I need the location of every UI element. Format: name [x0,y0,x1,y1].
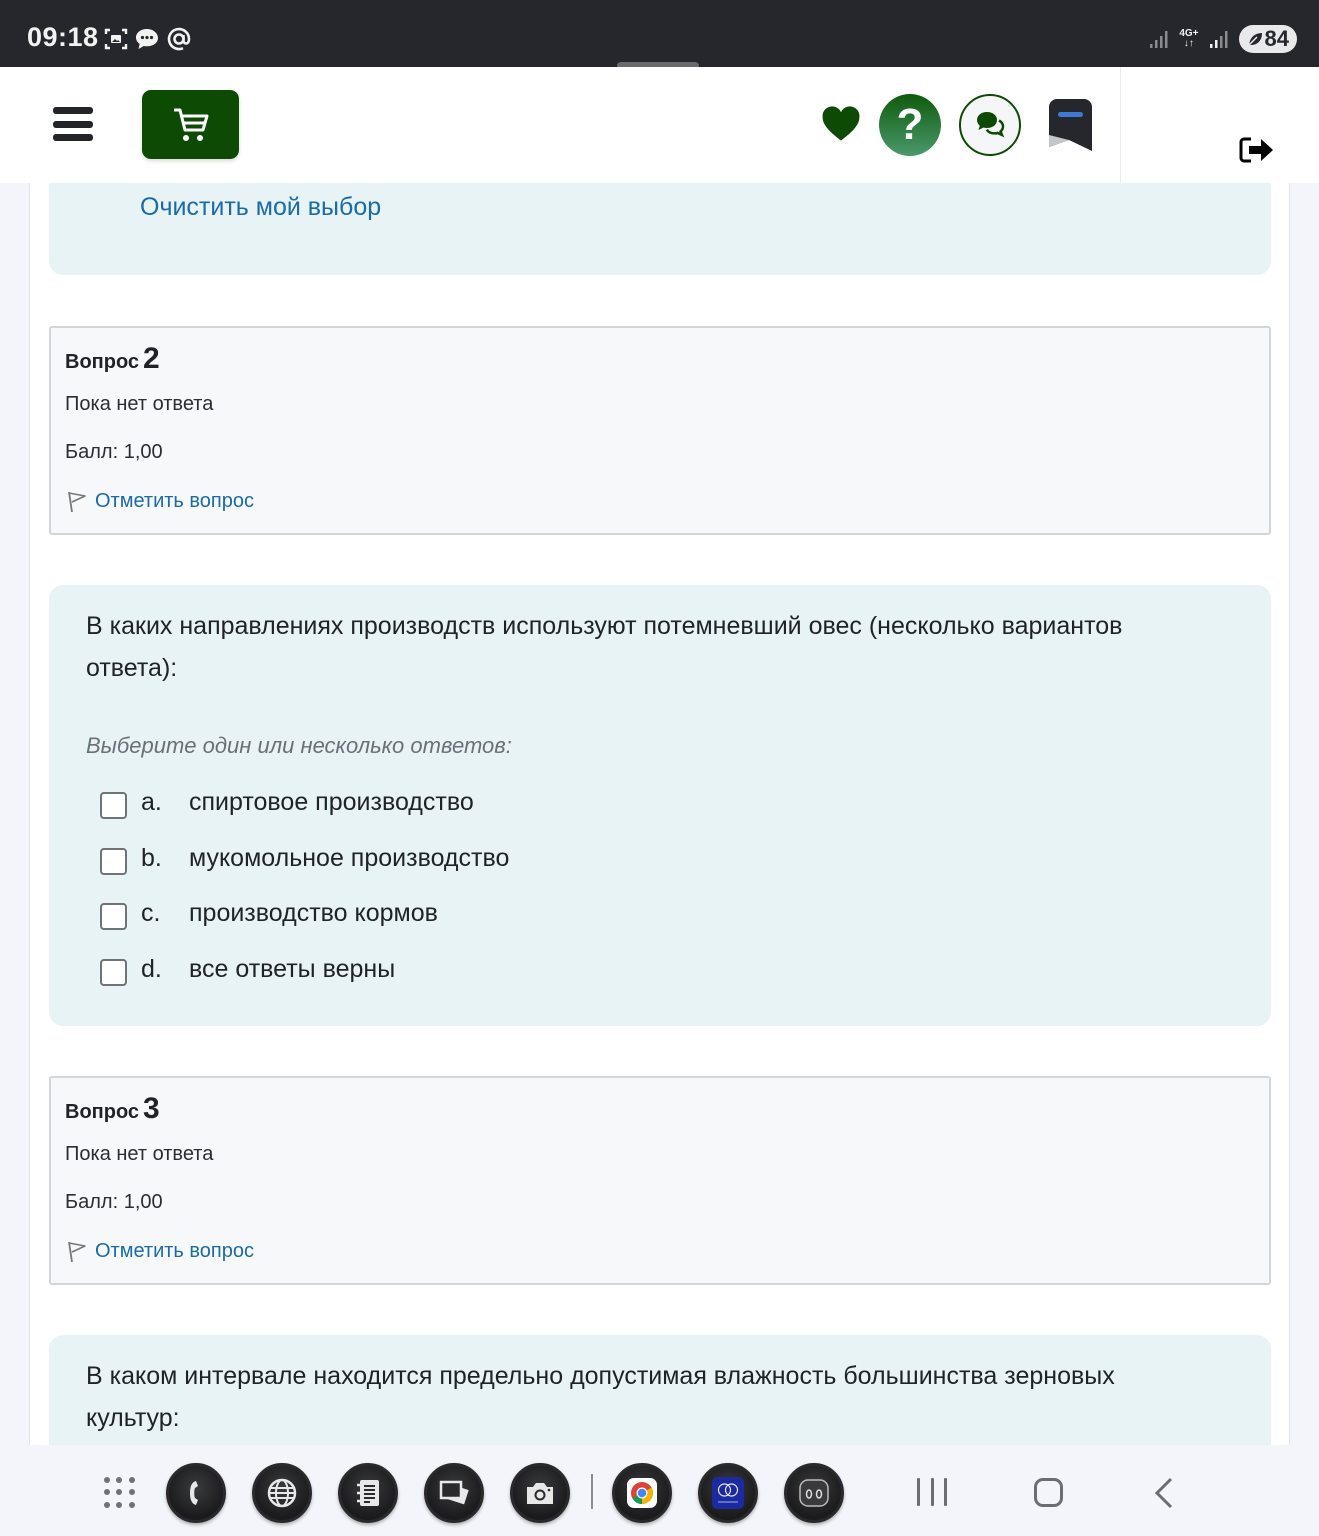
question-formulation-2 [49,585,1271,1026]
question-mark-icon: ? [896,100,924,149]
cart-button[interactable] [142,90,239,159]
phone-icon [182,1478,210,1508]
leaf-icon [1247,31,1263,47]
battery-indicator: 84 [1239,25,1297,53]
network-type: 4G+ ↓↑ [1179,28,1199,49]
android-nav-bar [0,1445,1319,1536]
flag-question-link[interactable]: Отметить вопрос [65,489,254,513]
site-header [0,67,1319,183]
phone-app[interactable] [166,1463,226,1523]
answer-prompt: Выберите один или несколько ответов: [86,733,512,758]
system-indicators [1149,25,1297,53]
question-grade: Балл: 1,00 [65,441,163,463]
contacts-app[interactable] [338,1463,398,1523]
help-button[interactable] [879,94,941,156]
camera-app[interactable] [510,1463,570,1523]
blue-app[interactable] [698,1463,758,1523]
answer-checkbox[interactable] [100,903,127,930]
answer-option-b[interactable]: b. мукомольное производство [100,831,509,887]
answer-checkbox[interactable] [100,792,127,819]
logout-icon[interactable] [1239,136,1275,164]
flag-icon [65,489,87,513]
cart-icon [171,105,211,145]
question-state: Пока нет ответа [65,393,214,415]
camera-icon [524,1479,556,1507]
signal-icon [1209,29,1229,49]
chrome-app[interactable] [612,1463,672,1523]
question-info-2 [49,326,1271,535]
flag-question-link[interactable]: Отметить вопрос [65,1239,254,1263]
answer-option-a[interactable]: a. спиртовое производство [100,775,509,831]
question-number: Вопрос 2 [65,342,160,375]
answer-checkbox[interactable] [100,848,127,875]
back-button[interactable] [1153,1477,1175,1509]
globe-icon [266,1477,298,1509]
question-info-3 [49,1076,1271,1285]
quiz-page [29,183,1290,1445]
heart-icon[interactable] [820,103,862,145]
question-text: В каких направлениях производств используют потемневший овес (несколько вариантов ответа): [86,612,1123,682]
answer-option-c[interactable]: c. производство кормов [100,886,509,942]
signal-icon [1149,29,1169,49]
hamburger-icon[interactable] [53,107,93,141]
answer-list [100,775,509,997]
robot-app[interactable] [784,1463,844,1523]
gallery-app[interactable] [424,1463,484,1523]
header-divider [1120,67,1121,183]
recent-apps-button[interactable] [917,1478,947,1506]
home-button[interactable] [1034,1478,1063,1507]
robot-icon [797,1476,831,1510]
bookmark-icon[interactable] [1049,99,1092,151]
flag-icon [65,1239,87,1263]
chrome-icon [626,1477,658,1509]
message-icon [134,27,160,51]
notification-icons [104,26,192,52]
clock: 09:18 [27,22,99,52]
question-number: Вопрос 3 [65,1092,160,1125]
notebook-icon [353,1477,383,1509]
at-icon [166,26,192,52]
question-state: Пока нет ответа [65,1143,214,1165]
browser-app[interactable] [252,1463,312,1523]
answer-option-d[interactable]: d. все ответы верны [100,942,509,998]
chat-button[interactable] [959,94,1021,156]
app-logo-icon [711,1476,745,1510]
question-text: В каком интервале находится предельно допустимая влажность большинства зерновых культур: [86,1362,1115,1432]
screenshot-icon [104,27,128,51]
answer-checkbox[interactable] [100,959,127,986]
clear-choice-link[interactable]: Очистить мой выбор [140,193,382,221]
photos-icon [437,1477,471,1509]
question-formulation-3 [49,1335,1271,1445]
status-bar [0,0,1319,67]
dock-separator [591,1474,593,1509]
app-drawer-icon[interactable] [104,1477,136,1509]
previous-question-formulation [49,183,1271,275]
question-grade: Балл: 1,00 [65,1191,163,1213]
chat-icon [973,108,1007,142]
